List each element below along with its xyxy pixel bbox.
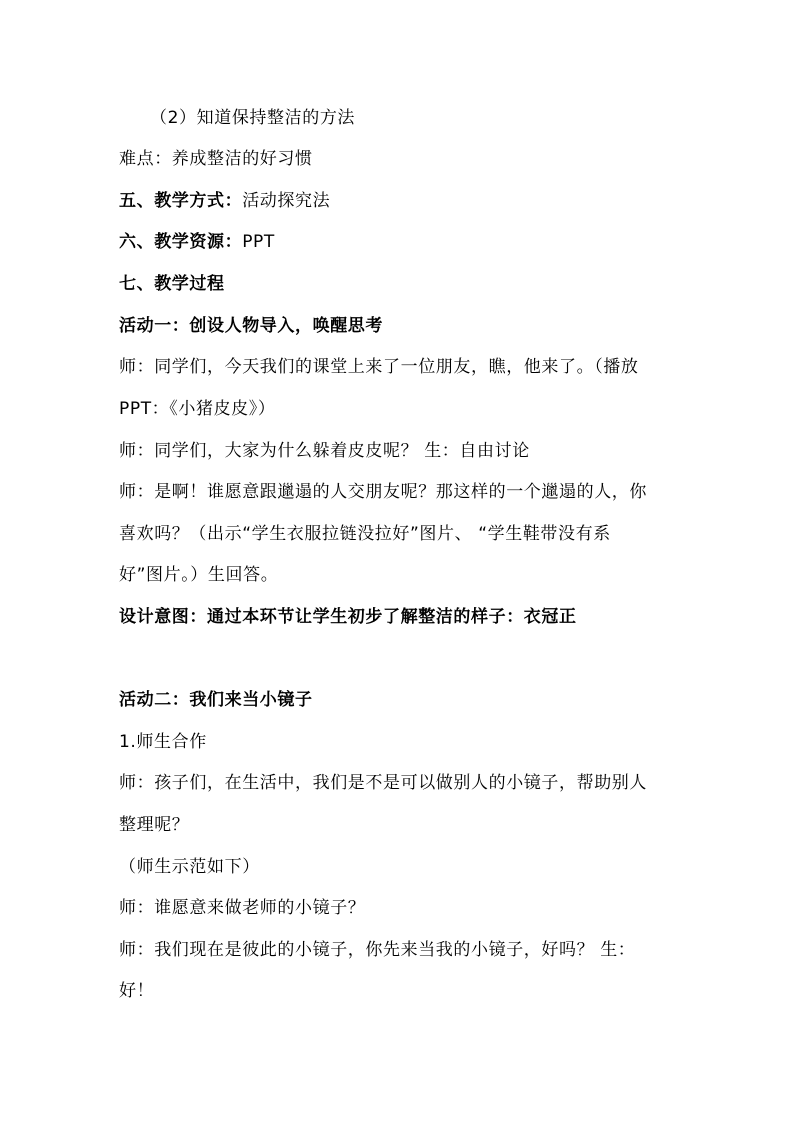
text-line: 好！ [119, 981, 155, 1001]
text-line: （师生示范如下） [119, 857, 260, 877]
text-line: PPT：《小猪皮皮》） [119, 399, 276, 419]
text-line: 师：孩子们，在生活中，我们是不是可以做别人的小镜子，帮助别人 [119, 773, 647, 793]
section-label: 六、教学资源： [119, 232, 243, 252]
section-value: 活动探究法 [242, 191, 331, 211]
text-line: 喜欢吗？（出示“学生衣服拉链没拉好”图片、 “学生鞋带没有系 [119, 524, 611, 544]
text-line: 师：我们现在是彼此的小镜子，你先来当我的小镜子，好吗？ 生： [119, 940, 636, 960]
text-line: 整理呢？ [119, 815, 190, 835]
activity-heading: 活动二：我们来当小镜子 [119, 690, 313, 710]
text-line: 师：谁愿意来做老师的小镜子？ [119, 898, 366, 918]
text-line: 好”图片。）生回答。 [119, 565, 279, 585]
section-heading [119, 190, 689, 212]
activity-heading: 活动一：创设人物导入，唤醒思考 [119, 316, 383, 336]
text-line: （2）知道保持整洁的方法 [150, 108, 356, 128]
section-label: 五、教学方式： [119, 191, 243, 211]
text-line: 师：是啊！谁愿意跟邋遢的人交朋友呢？那这样的一个邋遢的人，你 [119, 482, 647, 502]
text-line: 1.师生合作 [119, 732, 207, 752]
section-value: PPT [242, 232, 275, 252]
text-line: 难点：养成整洁的好习惯 [119, 149, 313, 169]
text-line: 师：同学们，大家为什么躲着皮皮呢？ 生：自由讨论 [119, 441, 530, 461]
text-line: 师：同学们，今天我们的课堂上来了一位朋友，瞧，他来了。（播放 [119, 357, 639, 377]
section-heading: 七、教学过程 [119, 274, 225, 294]
section-heading [119, 231, 689, 253]
design-intent: 设计意图：通过本环节让学生初步了解整洁的样子：衣冠正 [119, 607, 577, 627]
